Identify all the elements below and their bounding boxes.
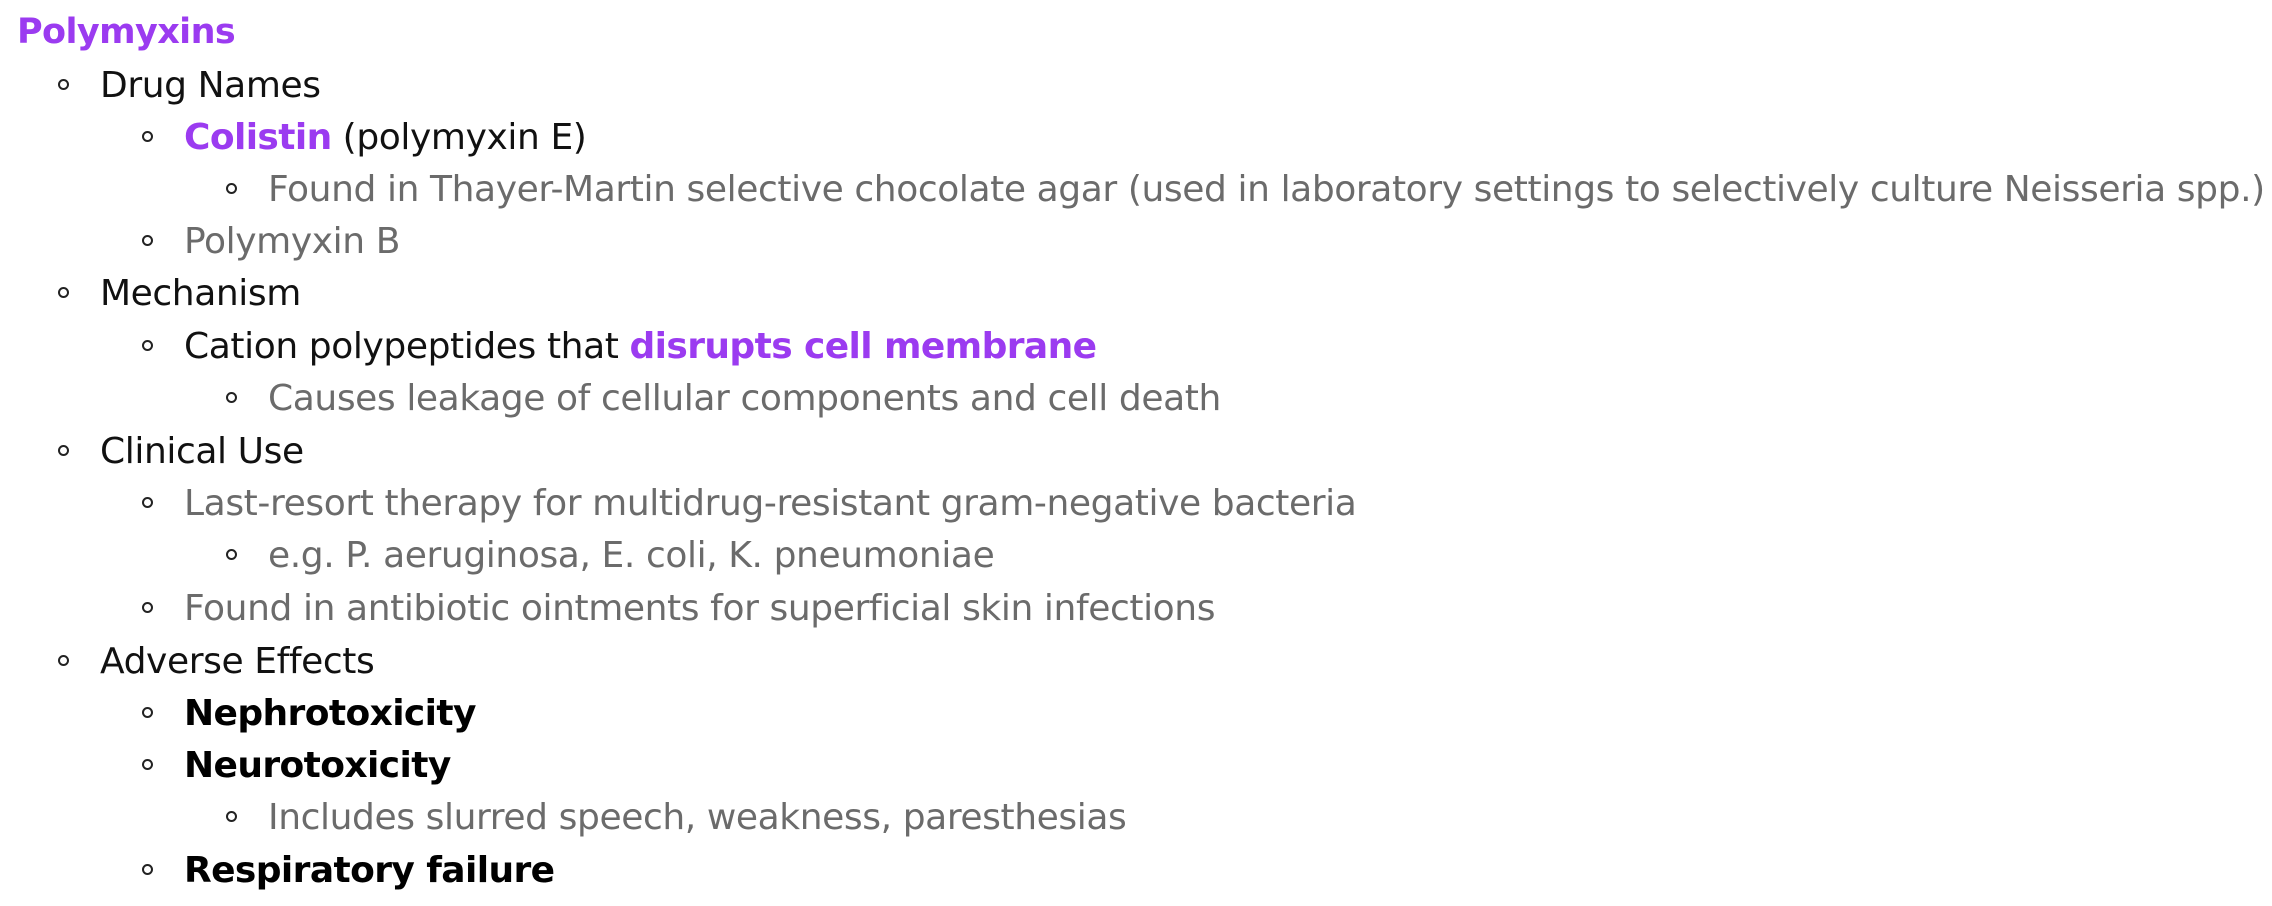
hollow-bullet-icon [226,549,237,560]
section-heading-mechanism: Mechanism [100,273,301,314]
hollow-bullet-icon [58,79,69,90]
hollow-bullet-icon [142,497,153,508]
page-title: Polymyxins [17,12,236,52]
hollow-bullet-icon [58,655,69,666]
detail-text: Found in antibiotic ointments for superficial skin infections [184,588,1216,629]
hollow-bullet-icon [226,392,237,403]
bold-term: Nephrotoxicity [184,693,476,734]
section-heading-clinical-use: Clinical Use [100,431,304,472]
detail-text: e.g. P. aeruginosa, E. coli, K. pneumoniae [268,535,995,576]
hollow-bullet-icon [142,131,153,142]
hollow-bullet-icon [58,287,69,298]
highlight-term-membrane: disrupts cell membrane [629,326,1097,367]
hollow-bullet-icon [142,340,153,351]
hollow-bullet-icon [226,183,237,194]
hollow-bullet-icon [142,864,153,875]
detail-text: Polymyxin B [184,221,400,262]
hollow-bullet-icon [142,707,153,718]
hollow-bullet-icon [226,811,237,822]
outline-item-text [184,321,1096,373]
detail-text: Causes leakage of cellular components and cell death [268,378,1221,419]
bold-term: Neurotoxicity [184,745,451,786]
detail-text: Last-resort therapy for multidrug-resistant gram-negative bacteria [184,483,1357,524]
colistin-note: (polymyxin E) [331,117,587,158]
bold-term: Respiratory failure [184,850,555,891]
hollow-bullet-icon [142,759,153,770]
section-heading-drug-names: Drug Names [100,65,321,106]
highlight-term-colistin: Colistin [184,117,332,158]
section-heading-adverse-effects: Adverse Effects [100,641,375,682]
mechanism-prefix: Cation polypeptides that [184,326,630,367]
hollow-bullet-icon [142,602,153,613]
outline-item-text [184,112,586,164]
hollow-bullet-icon [142,235,153,246]
detail-text: Found in Thayer-Martin selective chocolate agar (used in laboratory settings to selectively culture Neisseria spp.) [268,169,2265,210]
detail-text: Includes slurred speech, weakness, paresthesias [268,797,1127,838]
hollow-bullet-icon [58,445,69,456]
